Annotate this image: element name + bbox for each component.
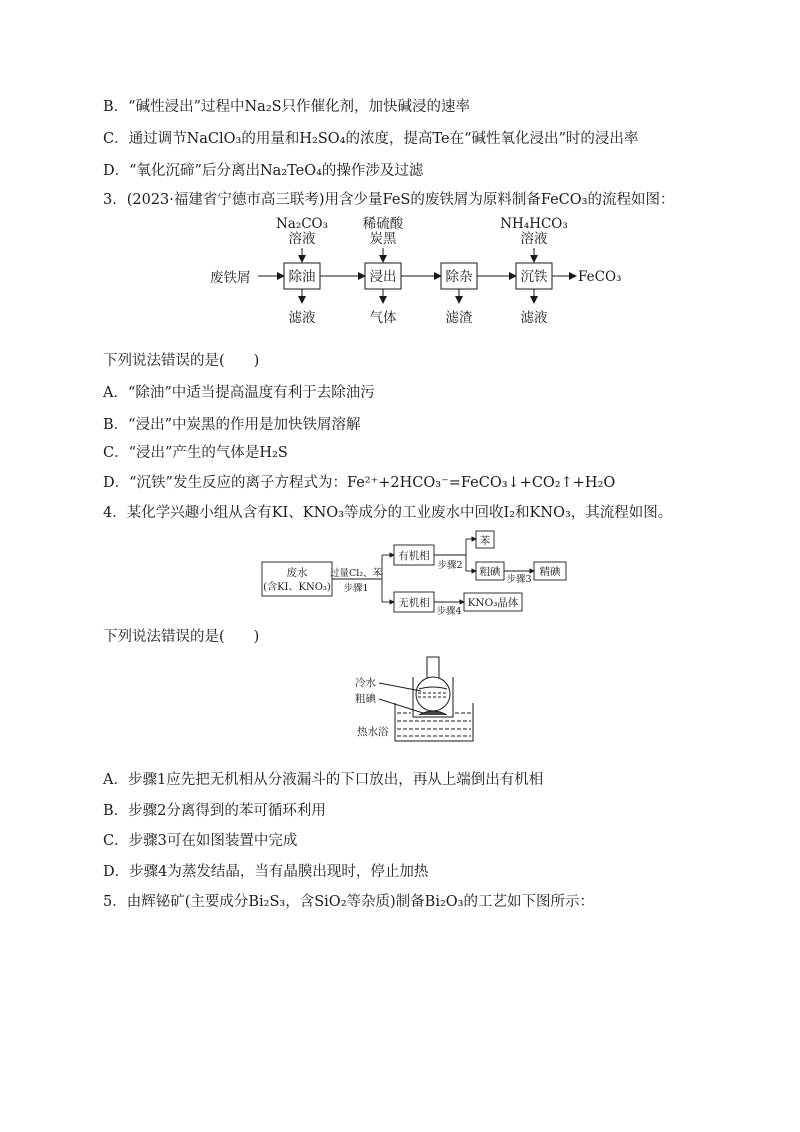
q4-crude-label: 粗碘	[479, 566, 501, 578]
q3-step4-label: 沉铁	[520, 269, 548, 285]
q3-option-c: C．“浸出”产生的气体是H₂S	[103, 445, 288, 461]
q3-ask: 下列说法错误的是( )	[103, 353, 260, 369]
q3-reagent-1b: 溶液	[288, 231, 316, 247]
q3-option-d: D．“沉铁”发生反应的离子方程式为：Fe²⁺+2HCO₃⁻=FeCO₃↓+CO₂↑+H₂O	[103, 475, 616, 491]
q3-step2-label: 浸出	[369, 269, 397, 285]
q2-option-b: B．“碱性浸出”过程中Na₂S只作催化剂，加快碱浸的速率	[103, 99, 471, 115]
q4-option-b: B．步骤2分离得到的苯可循环利用	[103, 803, 326, 819]
q2-option-c: C．通过调节NaClO₃的用量和H₂SO₄的浓度，提高Te在“碱性氧化浸出”时的浸出率	[103, 131, 639, 147]
q4-source-label-2: (含KI、KNO₃)	[263, 582, 331, 593]
q4-crystal-label: KNO₃晶体	[467, 597, 519, 609]
q3-reagent-1a: Na₂CO₃	[275, 216, 329, 232]
q4-fine-label: 精碘	[539, 566, 561, 578]
q4-option-c: C．步骤3可在如图装置中完成	[103, 833, 298, 849]
q3-product-label: FeCO₃	[578, 269, 622, 285]
q4-apparatus-cold-label: 冷水	[355, 677, 376, 689]
q3-option-a: A．“除油”中适当提高温度有利于去除油污	[103, 385, 375, 401]
q4-benzene-label: 苯	[479, 535, 491, 547]
q4-source-label-1: 废水	[286, 567, 308, 579]
q4-apparatus-bath-label: 热水浴	[357, 726, 389, 738]
q3-option-b: B．“浸出”中炭黑的作用是加快铁屑溶解	[103, 417, 361, 433]
q4-option-a: A．步骤1应先把无机相从分液漏斗的下口放出，再从上端倒出有机相	[103, 772, 544, 788]
q4-apparatus-crude-label: 粗碘	[355, 693, 376, 705]
q4-option-d: D．步骤4为蒸发结晶，当有晶膜出现时，停止加热	[103, 864, 429, 880]
q4-step4-label: 步骤4	[436, 606, 462, 617]
q3-flow-diagram	[200, 208, 630, 330]
q3-output-4: 滤液	[520, 310, 548, 326]
q4-sublimation-apparatus	[355, 655, 485, 747]
q3-output-2: 气体	[369, 310, 397, 326]
q2-option-d: D．“氧化沉碲”后分离出Na₂TeO₄的操作涉及过滤	[103, 163, 424, 179]
q3-output-3: 滤渣	[445, 310, 473, 326]
q4-step2-label: 步骤2	[437, 560, 463, 571]
q4-flow-diagram	[258, 530, 570, 618]
q3-output-1: 滤液	[288, 310, 316, 326]
q4-organic-label: 有机相	[398, 550, 430, 562]
q3-reagent-2b: 炭黑	[369, 231, 397, 247]
q3-step3-label: 除杂	[445, 269, 473, 285]
q5-stem: 5．由辉铋矿(主要成分Bi₂S₃，含SiO₂等杂质)制备Bi₂O₃的工艺如下图所示：	[103, 894, 594, 910]
q3-stem: 3．(2023·福建省宁德市高三联考)用含少量FeS的废铁屑为原料制备FeCO₃的流程如图：	[103, 192, 675, 208]
q3-feed-label: 废铁屑	[210, 270, 251, 286]
q3-reagent-4b: 溶液	[520, 231, 548, 247]
q4-ask: 下列说法错误的是( )	[103, 629, 260, 645]
q4-reagent-label: 过量Cl₂、苯	[329, 568, 383, 579]
q4-step1-label: 步骤1	[343, 583, 369, 594]
q3-reagent-4a: NH₄HCO₃	[500, 216, 568, 232]
q4-step3-label: 步骤3	[506, 574, 532, 585]
q3-step1-label: 除油	[288, 269, 316, 285]
q3-reagent-2a: 稀硫酸	[362, 216, 404, 232]
q4-inorganic-label: 无机相	[398, 597, 430, 609]
q4-stem: 4．某化学兴趣小组从含有KI、KNO₃等成分的工业废水中回收I₂和KNO₃，其流程如图。	[103, 505, 673, 521]
